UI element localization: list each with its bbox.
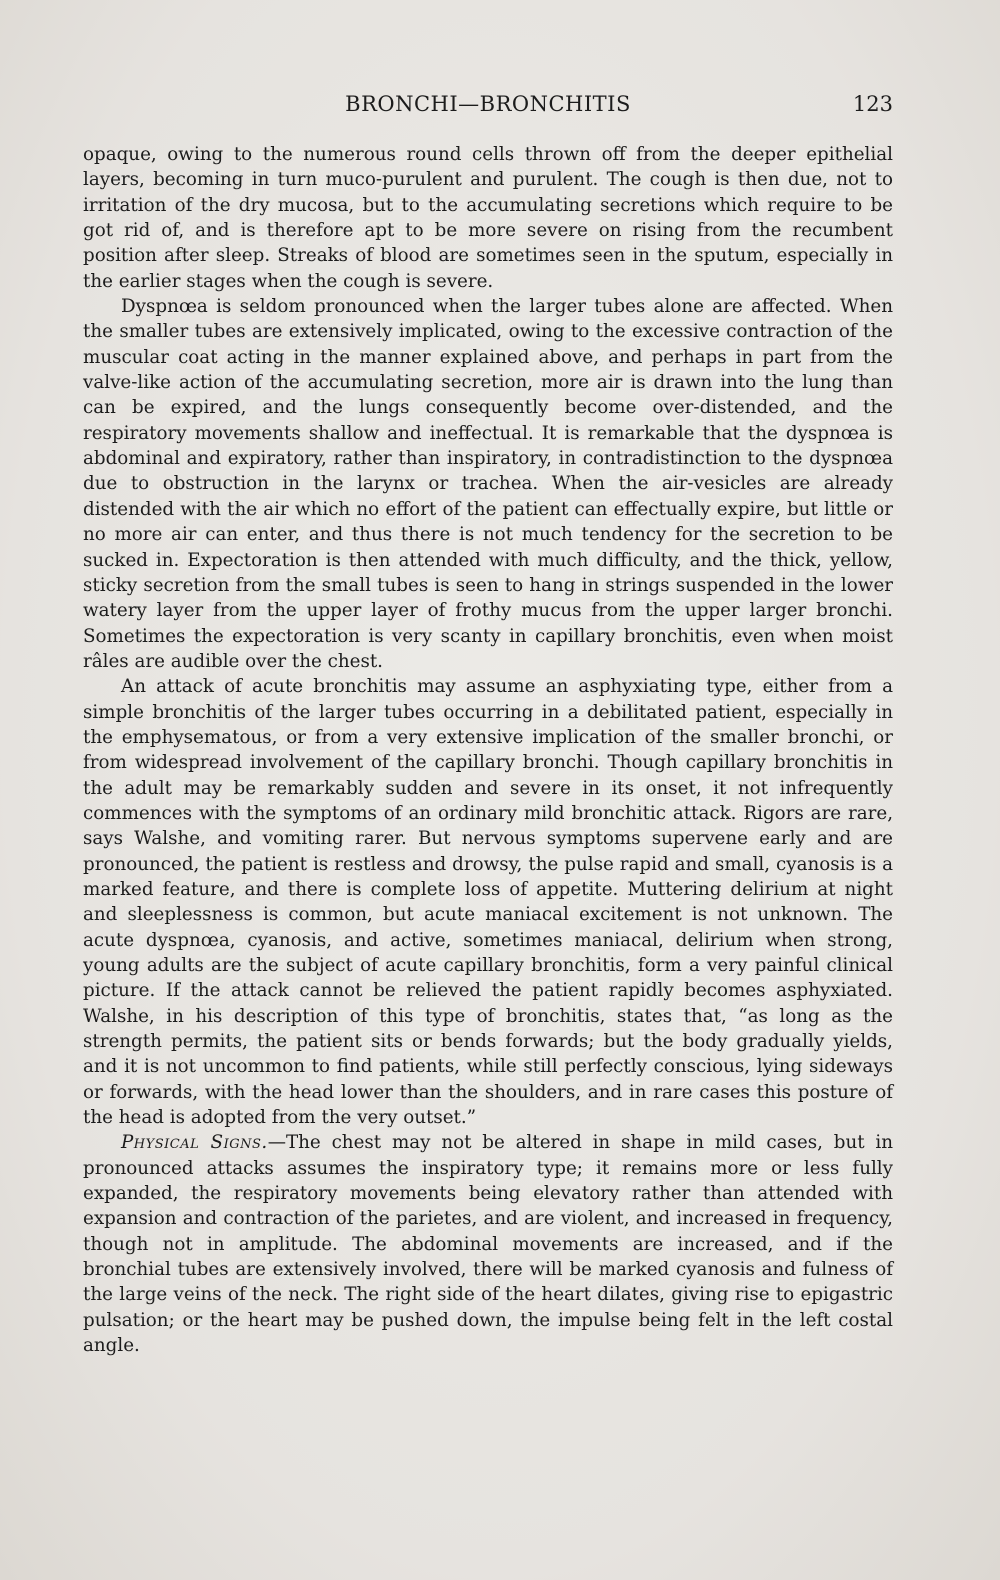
paragraph-asphyxiating-type: An attack of acute bronchitis may assume an asphyxiating type, either from a simple bronchitis of the larger tubes occurring in a debilitated patient, especially in the emphysematous, or from a very extensive implication of the smaller bronchi, or from widespread involvement of the capillary bronchi. Though capillary bronchitis in the adult may be remarkably sudden and severe in its onset, it not infrequently commences with the symptoms of an ordinary mild bronchitic attack. Rigors are rare, says Walshe, and vomiting rarer. But nervous symptoms supervene early and are pronounced, the patient is restless and drowsy, the pulse rapid and small, cyanosis is a marked feature, and there is complete loss of appetite. Muttering delirium at night and sleeplessness is common, but acute maniacal excitement is not unknown. The acute dyspnœa, cyanosis, and active, sometimes maniacal, delirium when strong, young adults are the subject of acute capillary bronchitis, form a very painful clinical picture. If the attack cannot be relieved the patient rapidly becomes asphyxiated. Walshe, in his description of this type of bronchitis, states that, “as long as the strength permits, the patient sits or bends forwards; but the body gradually yields, and it is not uncommon to find patients, while still perfectly conscious, lying sideways or forwards, with the head lower than the shoulders, and in rare cases this posture of the head is adopted from the very outset.” [83, 676, 893, 1129]
section-heading-physical-signs: Physical Signs. [121, 1132, 268, 1154]
physical-signs-text: —The chest may not be altered in shape in mild cases, but in pronounced attacks assumes the inspiratory type; it remains more or less fully expanded, the respiratory movements being elevatory rather than attended with expansion and contraction of the parietes, and are violent, and increased in frequency, though not in amplitude. The abdominal movements are increased, and if the bronchial tubes are extensively involved, there will be marked cyanosis and fulness of the large veins of the neck. The right side of the heart dilates, giving rise to epigastric pulsation; or the heart may be pushed down, the impulse being felt in the left costal angle. [83, 1132, 893, 1357]
body-text [83, 142, 893, 1359]
paragraph-dyspnoea: Dyspnœa is seldom pronounced when the larger tubes alone are affected. When the smaller tubes are extensively implicated, owing to the excessive contraction of the muscular coat acting in the manner explained above, and perhaps in part from the valve-like action of the accumulating secretion, more air is drawn into the lung than can be expired, and the lungs consequently become over-distended, and the respiratory movements shallow and ineffectual. It is remarkable that the dyspnœa is abdominal and expiratory, rather than inspiratory, in contradistinction to the dyspnœa due to obstruction in the larynx or trachea. When the air-vesicles are already distended with the air which no effort of the patient can effectually expire, but little or no more air can enter, and thus there is not much tendency for the secretion to be sucked in. Expectoration is then attended with much difficulty, and the thick, yellow, sticky secretion from the small tubes is seen to hang in strings suspended in the lower watery layer from the upper layer of frothy mucus from the upper larger bronchi. Sometimes the expectoration is very scanty in capillary bronchitis, even when moist râles are audible over the chest. [83, 296, 893, 672]
running-title: BRONCHI—BRONCHITIS [345, 92, 631, 116]
paragraph-physical-signs [83, 1130, 893, 1358]
paragraph-continued: opaque, owing to the numerous round cells thrown off from the deeper epithelial layers, becoming in turn muco-purulent and purulent. The cough is then due, not to irritation of the dry mucosa, but to the accumulating secretions which require to be got rid of, and is therefore apt to be more severe on rising from the recumbent position after sleep. Streaks of blood are sometimes seen in the sputum, especially in the earlier stages when the cough is severe. [83, 144, 893, 292]
page-number: 123 [852, 92, 893, 116]
page-header [83, 92, 893, 124]
